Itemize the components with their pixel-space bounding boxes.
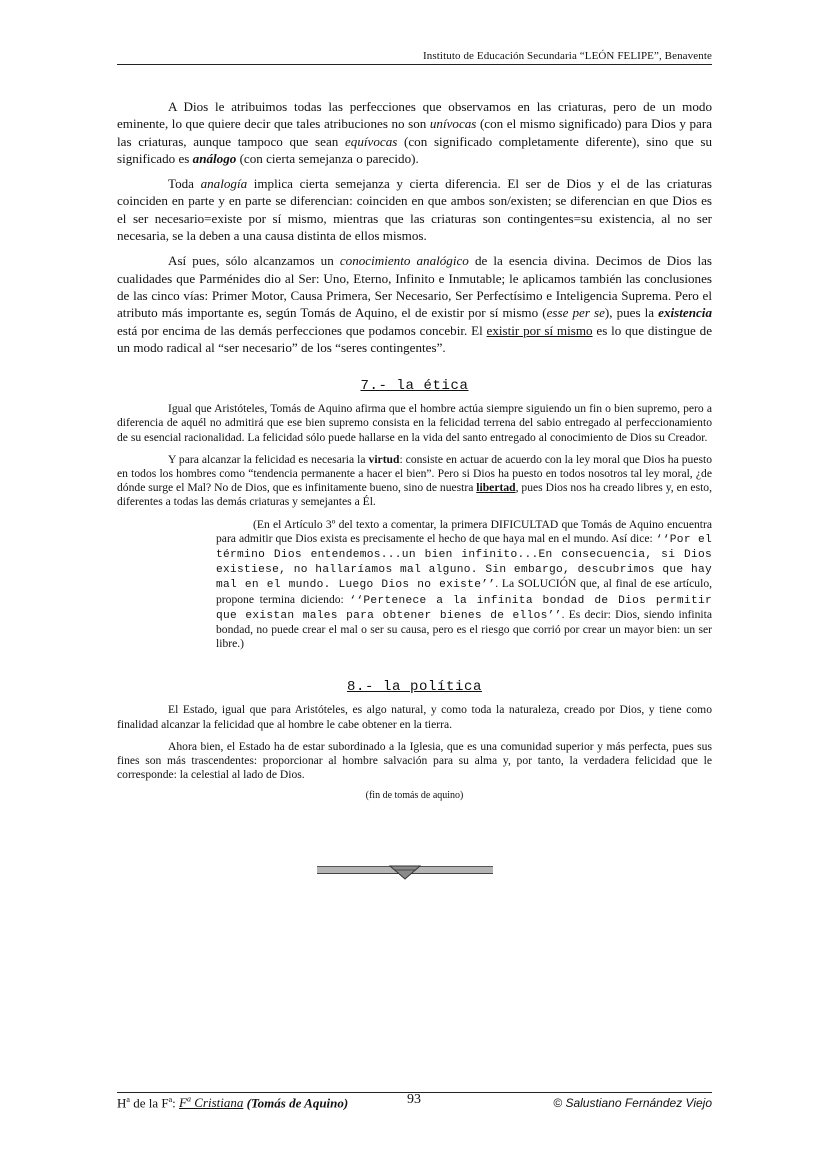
page-body xyxy=(117,98,712,801)
text-run: A Dios le atribuimos todas las perfecciones que observamos en las criaturas, pero de un modo eminente, lo que quiere decir que tales atribuciones no son xyxy=(117,99,712,132)
text-run: H xyxy=(117,1095,127,1111)
paragraph-analogy-1 xyxy=(117,98,712,167)
text-run: . Es decir: Dios, siendo infinita bondad, no puede crear el mal o ser su causa, pero es el riesgo que corrió por crear un mayor bien: un ser libre.) xyxy=(216,607,712,651)
quoted-difficulty: ‘‘Por el término Dios entendemos...un bien infinito...En consecuencia, si Dios existiese, no hallaríamos mal alguno. Sin embargo, descubrimos que hay mal en el mundo. Luego Dios no existe’’ xyxy=(216,533,712,592)
paragraph-politics-1: El Estado, igual que para Aristóteles, es algo natural, y como toda la naturaleza, creado por Dios, y tiene como finalidad alcanzar la felicidad que al hombre le cabe obtener en la tierra. xyxy=(117,703,712,731)
text-run: (con el mismo significado) para Dios y para las criaturas, aunque tampoco que sean xyxy=(117,116,713,149)
footer-author: © Salustiano Fernández Viejo xyxy=(553,1096,712,1110)
text-run: Así pues, sólo alcanzamos un xyxy=(168,253,340,269)
quoted-solution: ‘‘Pertenece a la infinita bondad de Dios permitir que existan males para obtener bienes de ellos’’ xyxy=(216,594,712,622)
page-number: 93 xyxy=(407,1092,421,1107)
italic-term: conocimiento analógico xyxy=(339,253,469,269)
text-run: ), pues la xyxy=(604,305,659,321)
end-ornament-triangle-icon xyxy=(389,864,421,880)
page-footer xyxy=(117,1092,712,1115)
text-run: (con cierta semejanza o parecido). xyxy=(236,150,419,166)
paragraph-analogy-2 xyxy=(117,175,712,244)
text-run: (En el Artículo 3º del texto a comentar, la primera DIFICULTAD que Tomás de Aquino encuentra para admitir que Dios exista es precisamente el hecho de que haya mal en el mundo. Así dice: xyxy=(216,517,712,545)
text-run: : xyxy=(172,1095,180,1111)
italic-term: equívocas xyxy=(344,133,398,149)
paragraph-ethics-1: Igual que Aristóteles, Tomás de Aquino afirma que el hombre actúa siempre siguiendo un fin o bien supremo, pero a diferencia de aquél no admitirá que ese bien supremo consista en la felicidad terrena del sabio entregado al perfeccionamiento de su esencial racionalidad. La felicidad sólo puede hallarse en la vida del santo entregado al conocimiento de Dios su Creador. xyxy=(117,402,712,444)
text-run: implica cierta semejanza y cierta diferencia. El ser de Dios y el de las criaturas coinciden en parte y en parte se diferencian: coinciden en que ambos son/existen; se diferencian en que Dios es el ser necesario=existe por sí mismo, mientras que las criaturas son contingentes=su existencia, al no ser necesaria, se la deben a una causa distinta de ellos mismos. xyxy=(117,176,712,244)
text-run: Toda xyxy=(168,176,201,192)
header-rule xyxy=(117,64,712,65)
footer-subject: (Tomás de Aquino) xyxy=(243,1095,349,1111)
paragraph-politics-2: Ahora bien, el Estado ha de estar subordinado a la Iglesia, que es una comunidad superior y más perfecta, pues sus fines son más trascendentes: proporcionar al hombre salvación para su alma y, por tanto, la verdadera felicidad que le corresponde: la celestial al lado de Dios. xyxy=(117,739,712,782)
text-run: Y para alcanzar la felicidad es necesaria la xyxy=(168,452,369,466)
end-note: (fin de tomás de aquino) xyxy=(365,790,464,802)
text-run: F xyxy=(179,1095,187,1111)
superscript: a xyxy=(168,1095,173,1104)
bold-underlined-term: libertad xyxy=(476,481,516,495)
superscript: a xyxy=(126,1095,130,1104)
superscript: a xyxy=(186,1095,191,1104)
text-run: . La SOLUCIÓN que, al final de ese artículo, propone termina diciendo: xyxy=(216,577,713,606)
text-run: de la esencia divina. Decimos de Dios las cualidades que Parménides dio al Ser: Uno, Eterno, Infinito e Inmutable; le aplicamos también las conclusiones de las cinco vías: Primer Motor, Causa Primera, Ser Necesario, Ser Perfectísimo e Inteligencia Suprema. Pero el atributo más importante es, según Tomás de Aquino, el de existir por sí mismo ( xyxy=(117,253,713,321)
section-title-politics: 8.- la política xyxy=(346,679,483,696)
underlined-term: existir por sí mismo xyxy=(486,322,593,338)
bold-italic-term: existencia xyxy=(658,305,712,321)
text-run: está por encima de las demás perfecciones que podamos concebir. El xyxy=(117,322,487,338)
bold-term: virtud xyxy=(368,452,400,466)
paragraph-ethics-2 xyxy=(117,453,712,510)
text-run: : consiste en actuar de acuerdo con la ley moral que Dios ha puesto en todos los hombres como “tendencia permanente a hacer el bien”. Pero si Dios ha puesto en todos nosotros tal ley moral, ¿de dónde surge el Mal? No de Dios, que es infinitamente bueno, sino de nuestra xyxy=(117,452,713,495)
text-run: Cristiana xyxy=(190,1095,244,1111)
text-run: es lo que distingue de un modo radical al “ser necesario” de los “seres contingentes”. xyxy=(117,322,713,355)
running-header: Instituto de Educación Secundaria “LEÓN FELIPE”, Benavente xyxy=(423,50,712,62)
footer-course-title xyxy=(117,1095,348,1111)
section-title-ethics: 7.- la ética xyxy=(360,378,469,395)
italic-term: analogía xyxy=(200,176,248,192)
text-run: (con significado completamente diferente), sino que su significado es xyxy=(117,133,712,166)
text-run: , pues Dios nos ha creado libres y, en esto, diferentes a todas las demás criaturas y semejantes a Él. xyxy=(117,481,713,509)
italic-term: unívocas xyxy=(429,116,477,132)
paragraph-analogy-3 xyxy=(117,252,712,356)
text-run: de la F xyxy=(129,1095,169,1111)
bold-italic-term: análogo xyxy=(192,150,237,166)
italic-term: esse per se xyxy=(546,305,605,321)
quote-block xyxy=(216,518,712,652)
